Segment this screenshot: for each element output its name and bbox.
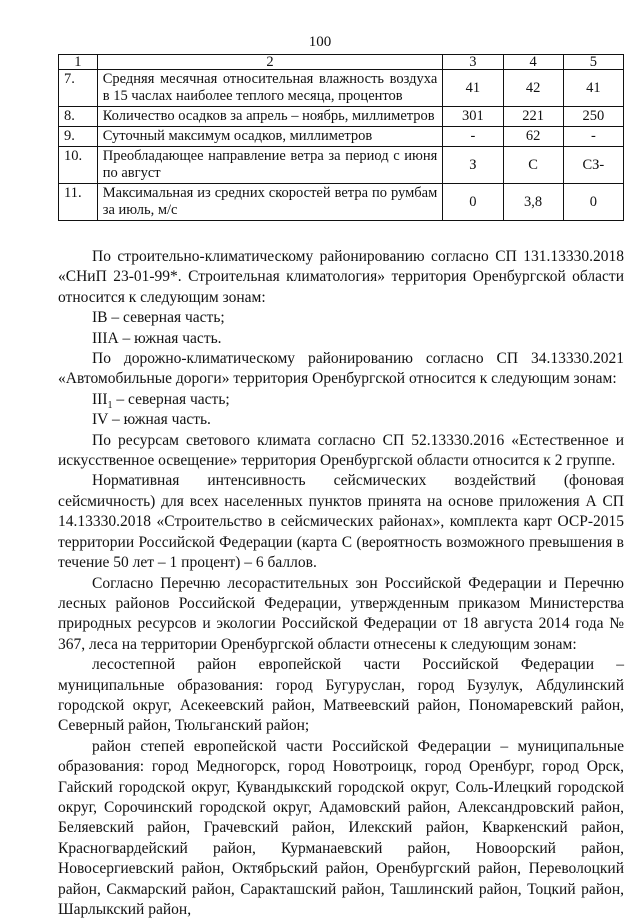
paragraph-zone-iv: IV – южная часть. [92, 411, 211, 429]
paragraph-zone-ib: IВ – северная часть; [92, 309, 225, 327]
page-number: 100 [308, 34, 332, 50]
paragraph-forest-steppe: лесостепной район европейской части Российской Федерации – муниципальные образования: город Бугуруслан, город Бузулук, Абдулинский городской округ, Асекеевский район, Матвеевский район, Пономаревский район, Северный район, Тюльганский район; [58, 656, 624, 735]
zone-iii-rest: – северная часть; [112, 390, 230, 408]
zone-iii-subscript: 1 [107, 399, 113, 411]
table-row [59, 70, 624, 107]
row-description: Количество осадков за апрель – ноябрь, миллиметров [97, 107, 443, 127]
row-number: 7. [59, 70, 98, 107]
table-row [59, 147, 624, 184]
paragraph-seismic: Нормативная интенсивность сейсмических воздействий (фоновая сейсмичность) для всех населенных пунктов принята на основе приложения А СП 14.13330.2018 «Строительство в сейсмических районах», комплекта карт ОСР-2015 территории Российской Федерации (карта С (вероятность возможного превышения в течение 50 лет – 1 процент) – 6 баллов. [58, 472, 624, 572]
row-value: С [503, 147, 563, 184]
row-value: 0 [443, 184, 503, 221]
body-text [58, 247, 624, 920]
climate-table [58, 54, 624, 221]
row-number: 9. [59, 127, 98, 147]
header-cell: 5 [563, 55, 623, 70]
row-value: 41 [563, 70, 623, 107]
row-description: Максимальная из средних скоростей ветра по румбам за июль, м/с [97, 184, 443, 221]
row-description: Суточный максимум осадков, миллиметров [97, 127, 443, 147]
header-cell: 1 [59, 55, 98, 70]
row-value: 41 [443, 70, 503, 107]
paragraph-steppe: район степей европейской части Российской Федерации – муниципальные образования: город Медногорск, город Новотроицк, город Оренбург, город Орск, Гайский городской округ, Кувандыкский городской округ, Соль-Илецкий городской округ, Сорочинский городской округ, Адамовский район, Александровский район, Беляевский район, Грачевский район, Илекский район, Кваркенский район, Красногвардейский район, Курманаевский район, Новоорский район, Новосергиевский район, Октябрьский район, Оренбургский район, Переволоцкий район, Сакмарский район, Саракташский район, Ташлинский район, Тоцкий район, Шарлыкский район, [58, 737, 624, 918]
row-description: Преобладающее направление ветра за период с июня по август [97, 147, 443, 184]
table-row [59, 107, 624, 127]
table-row [59, 127, 624, 147]
paragraph-zone-iiia: IIIА – южная часть. [92, 329, 222, 347]
table-row [59, 184, 624, 221]
row-value: 221 [503, 107, 563, 127]
row-number: 8. [59, 107, 98, 127]
row-number: 11. [59, 184, 98, 221]
header-cell: 4 [503, 55, 563, 70]
row-value: З [443, 147, 503, 184]
row-value: СЗ- [563, 147, 623, 184]
row-value: 3,8 [503, 184, 563, 221]
row-value: 301 [443, 107, 503, 127]
paragraph-light-climate: По ресурсам светового климата согласно СП 52.13330.2016 «Естественное и искусственное освещение» территория Оренбургской области относится к 2 группе. [58, 431, 624, 470]
row-value: - [563, 127, 623, 147]
row-value: - [443, 127, 503, 147]
paragraph-road-climate: По дорожно-климатическому районированию согласно СП 34.13330.2021 «Автомобильные дороги» территория Оренбургской относится к следующим зонам: [58, 350, 624, 388]
row-value: 250 [563, 107, 623, 127]
paragraph-forest-zones: Согласно Перечню лесорастительных зон Российской Федерации и Перечню лесных районов Российской Федерации, утвержденным приказом Министерства природных ресурсов и экологии Российской Федерации от 18 августа 2014 года № 367, леса на территории Оренбургской области отнесены к следующим зонам: [58, 574, 624, 653]
row-value: 0 [563, 184, 623, 221]
header-cell: 2 [97, 55, 443, 70]
zone-iii-label: III [92, 390, 108, 408]
row-value: 42 [503, 70, 563, 107]
row-description: Средняя месячная относительная влажность воздуха в 15 часлах наиболее теплого месяца, процентов [97, 70, 443, 107]
table-header-row [59, 55, 624, 70]
paragraph-construction-climate: По строительно-климатическому районированию согласно СП 131.13330.2018 «СНиП 23-01-99*. Строительная климатология» территория Оренбургской области относится к следующим зонам: [58, 248, 624, 306]
paragraph-zone-iii1 [58, 390, 624, 410]
row-number: 10. [59, 147, 98, 184]
header-cell: 3 [443, 55, 503, 70]
row-value: 62 [503, 127, 563, 147]
